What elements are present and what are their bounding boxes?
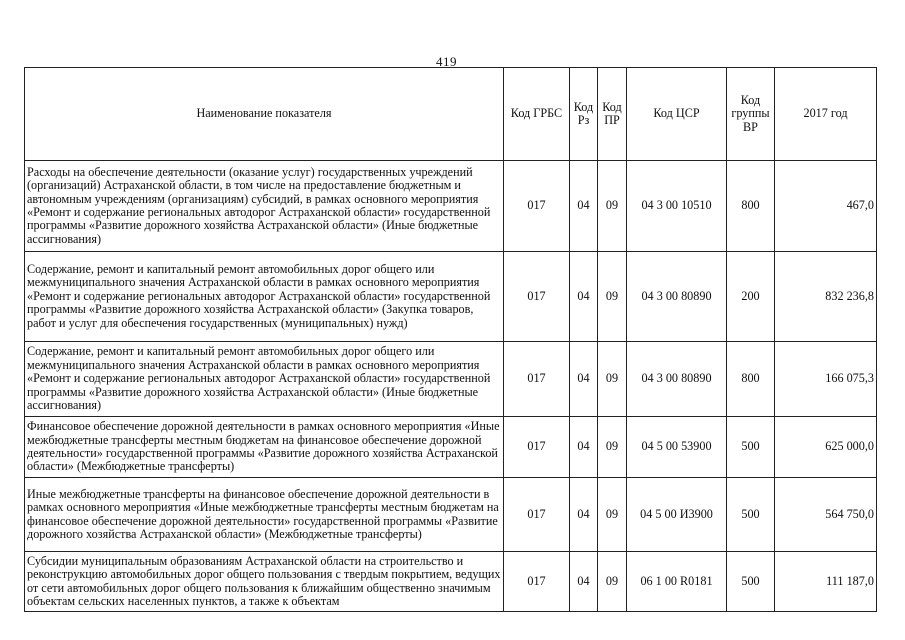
row-amount: 564 750,0	[775, 478, 877, 552]
row-vr: 500	[727, 417, 775, 478]
row-grbs: 017	[504, 478, 570, 552]
row-csr: 04 3 00 80890	[627, 252, 727, 342]
row-name: Субсидии муниципальным образованиям Астраханской области на строительство и реконструкцию автомобильных дорог общего пользования с твердым покрытием, ведущих от сети автомобильных дорог общего пользования к ближайшим общественно значимым объектам сельских населенных пунктов, а также к объектам	[25, 552, 504, 612]
row-rz: 04	[570, 252, 598, 342]
row-pr: 09	[598, 342, 627, 417]
row-name: Содержание, ремонт и капитальный ремонт автомобильных дорог общего или межмуниципального значения Астраханской области в рамках основного мероприятия «Ремонт и содержание региональных автодорог Астраханской области» государственной программы «Развитие дорожного хозяйства Астраханской области» (Иные бюджетные ассигнования)	[25, 342, 504, 417]
row-pr: 09	[598, 161, 627, 252]
row-grbs: 017	[504, 417, 570, 478]
row-amount: 111 187,0	[775, 552, 877, 612]
row-pr: 09	[598, 552, 627, 612]
table-row	[25, 417, 877, 478]
row-pr: 09	[598, 478, 627, 552]
budget-table	[24, 67, 877, 612]
header-year: 2017 год	[775, 68, 877, 161]
row-name: Иные межбюджетные трансферты на финансовое обеспечение дорожной деятельности в рамках основного мероприятия «Иные межбюджетные трансферты местным бюджетам на финансовое обеспечение дорожной деятельности» государственной программы «Развитие дорожного хозяйства Астраханской области» (Межбюджетные трансферты)	[25, 478, 504, 552]
table-header-row	[25, 68, 877, 161]
row-rz: 04	[570, 478, 598, 552]
row-csr: 04 3 00 10510	[627, 161, 727, 252]
header-pr: Код ПР	[598, 68, 627, 161]
row-vr: 800	[727, 342, 775, 417]
row-amount: 166 075,3	[775, 342, 877, 417]
row-amount: 625 000,0	[775, 417, 877, 478]
table-row	[25, 252, 877, 342]
row-grbs: 017	[504, 342, 570, 417]
header-name: Наименование показателя	[25, 68, 504, 161]
row-name: Расходы на обеспечение деятельности (оказание услуг) государственных учреждений (организаций) Астраханской области, в том числе на предоставление бюджетным и автономным учреждениям (организациям) субсидий, в рамках основного мероприятия «Ремонт и содержание региональных автодорог Астраханской области» государственной программы «Развитие дорожного хозяйства Астраханской области» (Иные бюджетные ассигнования)	[25, 161, 504, 252]
row-name: Финансовое обеспечение дорожной деятельности в рамках основного мероприятия «Иные межбюджетные трансферты местным бюджетам на финансовое обеспечение дорожной деятельности» государственной программы «Развитие дорожного хозяйства Астраханской области» (Межбюджетные трансферты)	[25, 417, 504, 478]
page-number: 419	[436, 54, 457, 69]
row-amount: 832 236,8	[775, 252, 877, 342]
row-vr: 500	[727, 478, 775, 552]
row-vr: 200	[727, 252, 775, 342]
row-amount: 467,0	[775, 161, 877, 252]
row-csr: 06 1 00 R0181	[627, 552, 727, 612]
row-csr: 04 5 00 53900	[627, 417, 727, 478]
row-grbs: 017	[504, 252, 570, 342]
row-rz: 04	[570, 417, 598, 478]
header-csr: Код ЦСР	[627, 68, 727, 161]
row-pr: 09	[598, 417, 627, 478]
row-vr: 800	[727, 161, 775, 252]
row-grbs: 017	[504, 552, 570, 612]
row-rz: 04	[570, 161, 598, 252]
row-name: Содержание, ремонт и капитальный ремонт автомобильных дорог общего или межмуниципального значения Астраханской области в рамках основного мероприятия «Ремонт и содержание региональных автодорог Астраханской области» государственной программы «Развитие дорожного хозяйства Астраханской области» (Закупка товаров, работ и услуг для обеспечения государственных (муниципальных) нужд)	[25, 252, 504, 342]
row-rz: 04	[570, 552, 598, 612]
table-row	[25, 552, 877, 612]
row-vr: 500	[727, 552, 775, 612]
header-vr: Код группы ВР	[727, 68, 775, 161]
row-csr: 04 3 00 80890	[627, 342, 727, 417]
header-grbs: Код ГРБС	[504, 68, 570, 161]
row-pr: 09	[598, 252, 627, 342]
row-rz: 04	[570, 342, 598, 417]
row-grbs: 017	[504, 161, 570, 252]
table-row	[25, 161, 877, 252]
table-row	[25, 478, 877, 552]
header-rz: Код Рз	[570, 68, 598, 161]
table-row	[25, 342, 877, 417]
row-csr: 04 5 00 И3900	[627, 478, 727, 552]
